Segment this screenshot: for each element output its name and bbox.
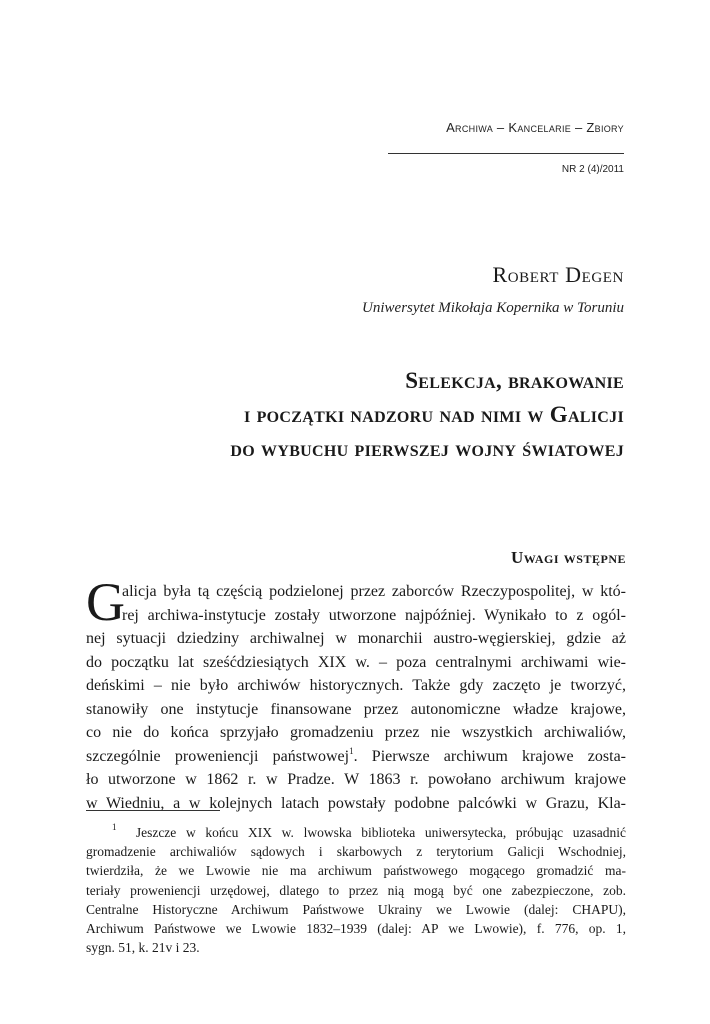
body-line: w Wiedniu, a w kolejnych latach powstały podobne palcówki w Grazu, Kla- xyxy=(86,794,626,812)
author-name: Robert Degen xyxy=(492,262,624,287)
title-line-2: i początki nadzoru nad nimi w Galicji xyxy=(244,402,624,427)
footnote-line: Archiwum Państwowe we Lwowie 1832–1939 (dalej: AP we Lwowie), f. 776, op. 1, xyxy=(86,920,626,936)
section-heading: Uwagi wstępne xyxy=(510,548,626,567)
body-line: do początku lat sześćdziesiątych XIX w. – poza centralnymi archiwami wie- xyxy=(86,653,626,671)
footnote-line: Centralne Historyczne Archiwum Państwowe Ukrainy we Lwowie (dalej: CHAPU), xyxy=(86,901,626,917)
article-title xyxy=(110,364,624,466)
footnote-line: twierdziła, że we Lwowie nie ma archiwum państwowego mogącego gromadzić ma- xyxy=(86,863,626,879)
journal-title: Archiwa – Kancelarie – Zbiory xyxy=(446,120,624,135)
drop-cap: G xyxy=(86,572,125,632)
body-line: stanowiły one instytucje finansowane przez autonomiczne władze krajowe, xyxy=(86,700,626,718)
header-rule xyxy=(388,153,624,154)
footnote-reference[interactable]: 1 xyxy=(349,745,354,756)
body-line: nej sytuacji dziedziny archiwalnej w monarchii austro-węgierskiej, gdzie aż xyxy=(86,630,626,647)
footnote-line: sygn. 51, k. 21v i 23. xyxy=(86,940,200,956)
title-line-3: do wybuchu pierwszej wojny światowej xyxy=(230,436,624,461)
footnote-line: gromadzenie archiwaliów sądowych i skarbowych z terytorium Galicji Wschodniej, xyxy=(86,844,626,860)
body-line-with-footnote xyxy=(86,745,626,769)
author-affiliation: Uniwersytet Mikołaja Kopernika w Toruniu xyxy=(362,300,624,316)
title-line-1: Selekcja, brakowanie xyxy=(405,368,624,393)
footnote-line: teriały proweniencji urzędowej, dlatego to przez nią mogą być one zabezpieczone, zob. xyxy=(86,882,626,898)
footnote-rule xyxy=(86,810,220,811)
body-line-text: szczególnie proweniencji państwowej xyxy=(86,747,350,765)
body-line: rej archiwa-instytucje zostały utworzone najpóźniej. Wynikało to z ogól- xyxy=(122,606,626,624)
body-line: co nie do końca sprzyjało gromadzeniu przez nie wszystkich archiwaliów, xyxy=(86,724,626,741)
footnote-number: 1 xyxy=(112,822,117,832)
issue-number: NR 2 (4)/2011 xyxy=(561,164,624,175)
footnote-text: Jeszcze w końcu XIX w. lwowska biblioteka uniwersytecka, próbując uzasadnić xyxy=(135,825,626,840)
footnote xyxy=(86,823,626,957)
footnote-line xyxy=(86,823,626,842)
body-paragraph xyxy=(86,572,626,815)
body-line: alicja była tą częścią podzielonej przez zaborców Rzeczypospolitej, w któ- xyxy=(122,583,626,600)
body-line-text: . Pierwsze archiwum krajowe zosta- xyxy=(353,747,626,765)
body-line: ło utworzone w 1862 r. w Pradze. W 1863 r. powołano archiwum krajowe xyxy=(86,771,626,788)
body-line: deńskimi – nie było archiwów historycznych. Także gdy zaczęto je tworzyć, xyxy=(86,677,626,694)
